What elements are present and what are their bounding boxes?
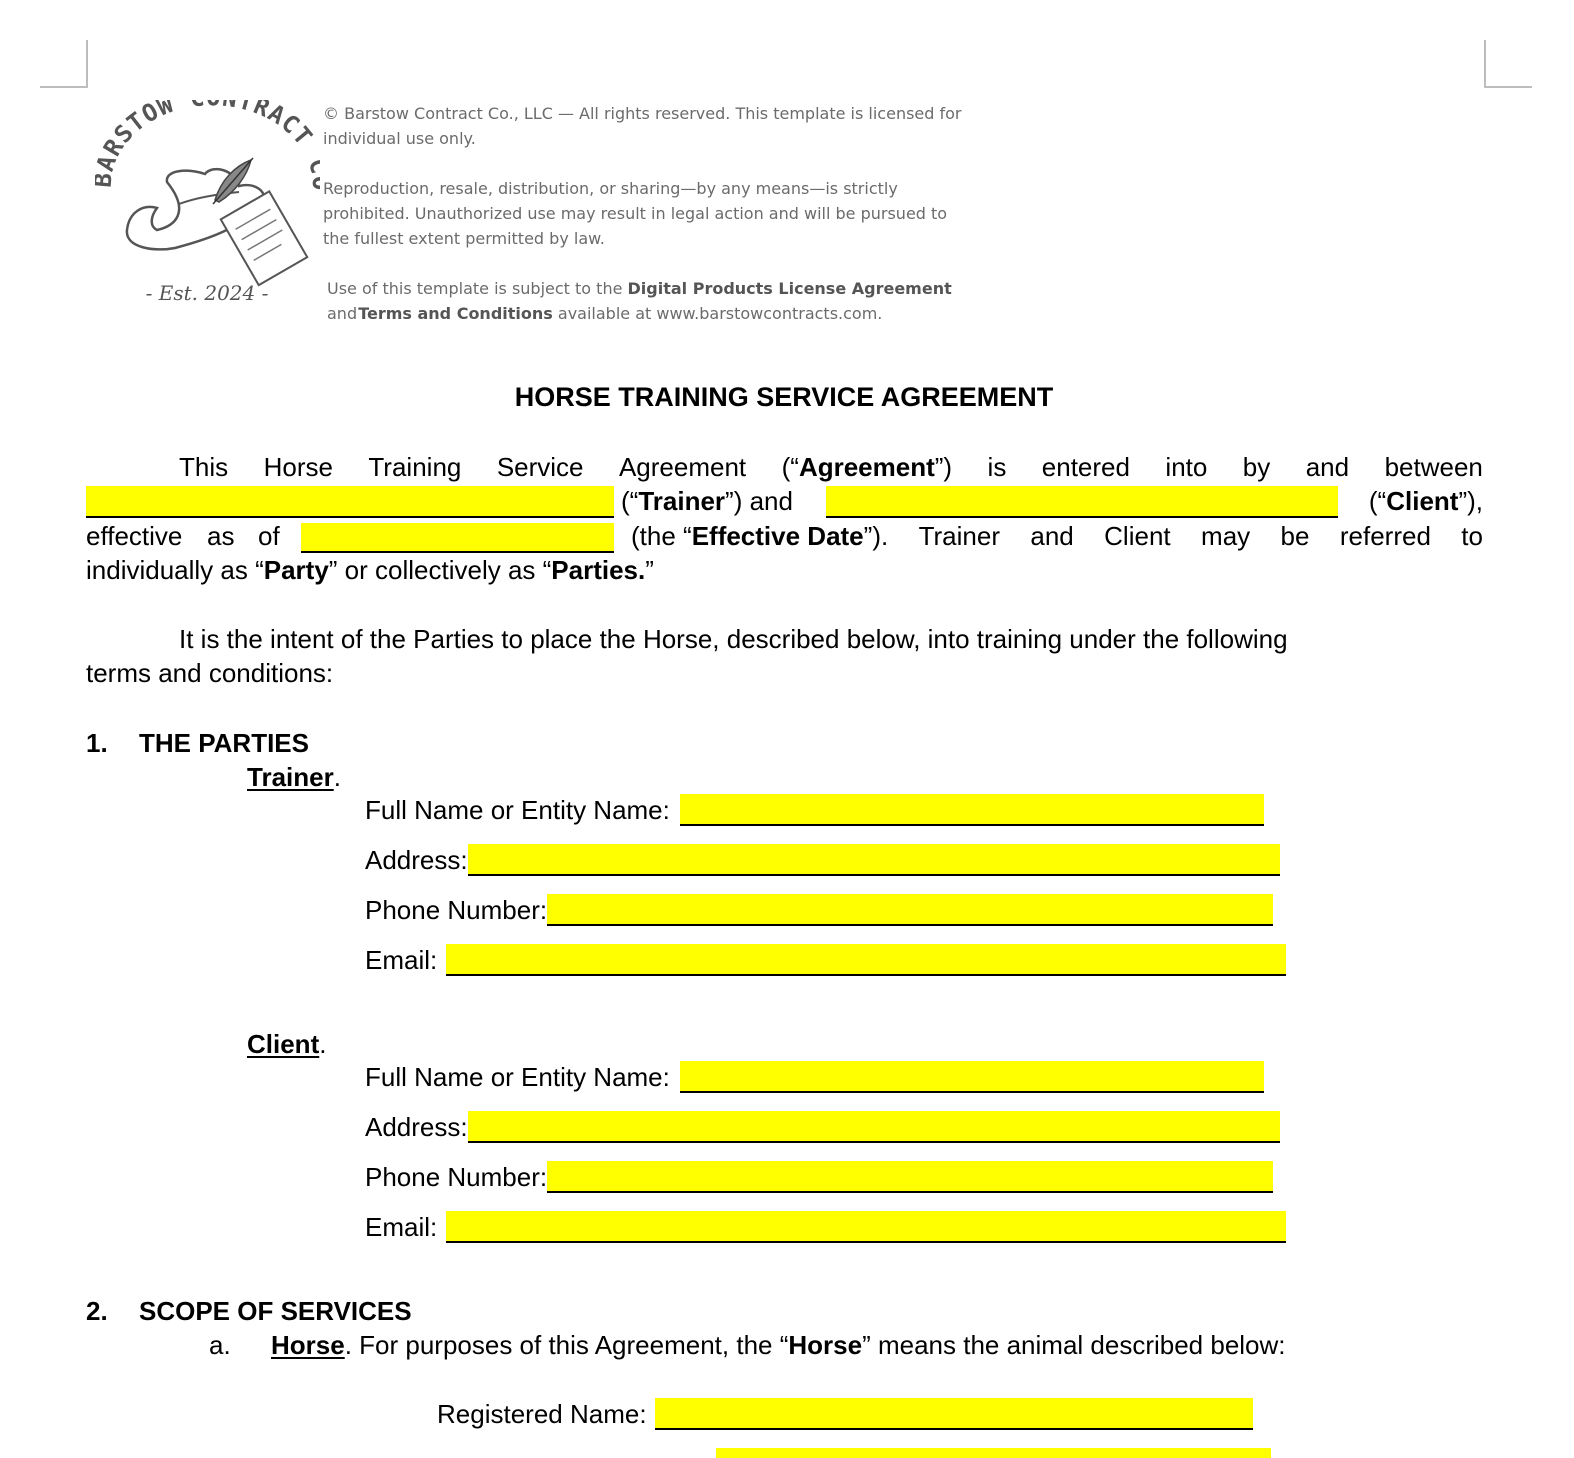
notice-paragraph-3: Use of this template is subject to the Digital Products License Agreement and Terms and Conditions available at www.barstowcontracts.com. (327, 279, 952, 323)
client-name-input[interactable] (680, 1061, 1264, 1093)
client-name-blank[interactable] (826, 486, 1338, 518)
client-address-input[interactable] (468, 1111, 1280, 1143)
intent-line-2: terms and conditions: (86, 658, 334, 688)
copyright-notice (323, 101, 963, 326)
page-corner-mark-right (1484, 40, 1532, 88)
document-title: HORSE TRAINING SERVICE AGREEMENT (514, 382, 1054, 412)
license-agreement-link[interactable]: Digital Products License Agreement (627, 279, 952, 298)
client-email-input[interactable] (446, 1211, 1286, 1243)
trainer-email-field: Email: (365, 944, 1286, 976)
client-phone-input[interactable] (547, 1161, 1273, 1193)
section-2a-text: Horse. For purposes of this Agreement, the “Horse” means the animal described below: (271, 1330, 1286, 1360)
logo-arc-text: RSTOW TRACT (97, 100, 319, 161)
client-name-field: Full Name or Entity Name: (365, 1061, 1264, 1093)
logo-est-text: - Est. 2024 - (145, 281, 269, 305)
trainer-heading: Trainer. (247, 762, 341, 792)
registered-name-field: Registered Name: (437, 1398, 1253, 1430)
notice-paragraph-2: Reproduction, resale, distribution, or sharing—by any means—is strictly prohibited. Unauthorized use may result in legal action and will be pursued to the fullest extent permitted by law. (323, 179, 948, 248)
trainer-address-field: Address: (365, 844, 1280, 876)
next-field-blank[interactable] (716, 1448, 1271, 1458)
section-2a-number: a. (209, 1330, 231, 1360)
trainer-name-blank[interactable] (86, 486, 614, 518)
client-heading: Client. (247, 1029, 327, 1059)
effective-date-blank[interactable] (301, 523, 614, 553)
terms-link[interactable]: Terms and Conditions (358, 304, 553, 323)
intro-line-4: individually as “Party” or collectively as “Parties.” (86, 555, 654, 585)
page-corner-mark-left (40, 40, 88, 88)
trainer-name-field: Full Name or Entity Name: (365, 794, 1264, 826)
registered-name-input[interactable] (655, 1398, 1253, 1430)
trainer-phone-input[interactable] (547, 894, 1273, 926)
client-address-field: Address: (365, 1111, 1280, 1143)
client-email-field: Email: (365, 1211, 1286, 1243)
intro-line-1: This Horse Training Service Agreement (“Agreement”) is entered into by and between (179, 452, 1483, 482)
intro-line-2: (“Trainer”) and (“Client”), (86, 486, 1483, 518)
section-1-title: THE PARTIES (139, 728, 309, 758)
client-phone-field: Phone Number: (365, 1161, 1273, 1193)
intent-line-1: It is the intent of the Parties to place the Horse, described below, into training under the following (179, 624, 1288, 654)
svg-text:BARSTOW CONTRACT CO. (95, 100, 320, 192)
trainer-address-input[interactable] (468, 844, 1280, 876)
section-2-number: 2. (86, 1296, 108, 1326)
notice-paragraph-1: © Barstow Contract Co., LLC — All rights reserved. This template is licensed for individual use only. (323, 104, 962, 148)
intro-line-3: effective as of (the “Effective Date”). Trainer and Client may be referred to (86, 521, 1483, 551)
trainer-email-input[interactable] (446, 944, 1286, 976)
company-logo (95, 100, 320, 315)
section-1-number: 1. (86, 728, 108, 758)
trainer-phone-field: Phone Number: (365, 894, 1273, 926)
trainer-name-input[interactable] (680, 794, 1264, 826)
section-2-title: SCOPE OF SERVICES (139, 1296, 412, 1326)
